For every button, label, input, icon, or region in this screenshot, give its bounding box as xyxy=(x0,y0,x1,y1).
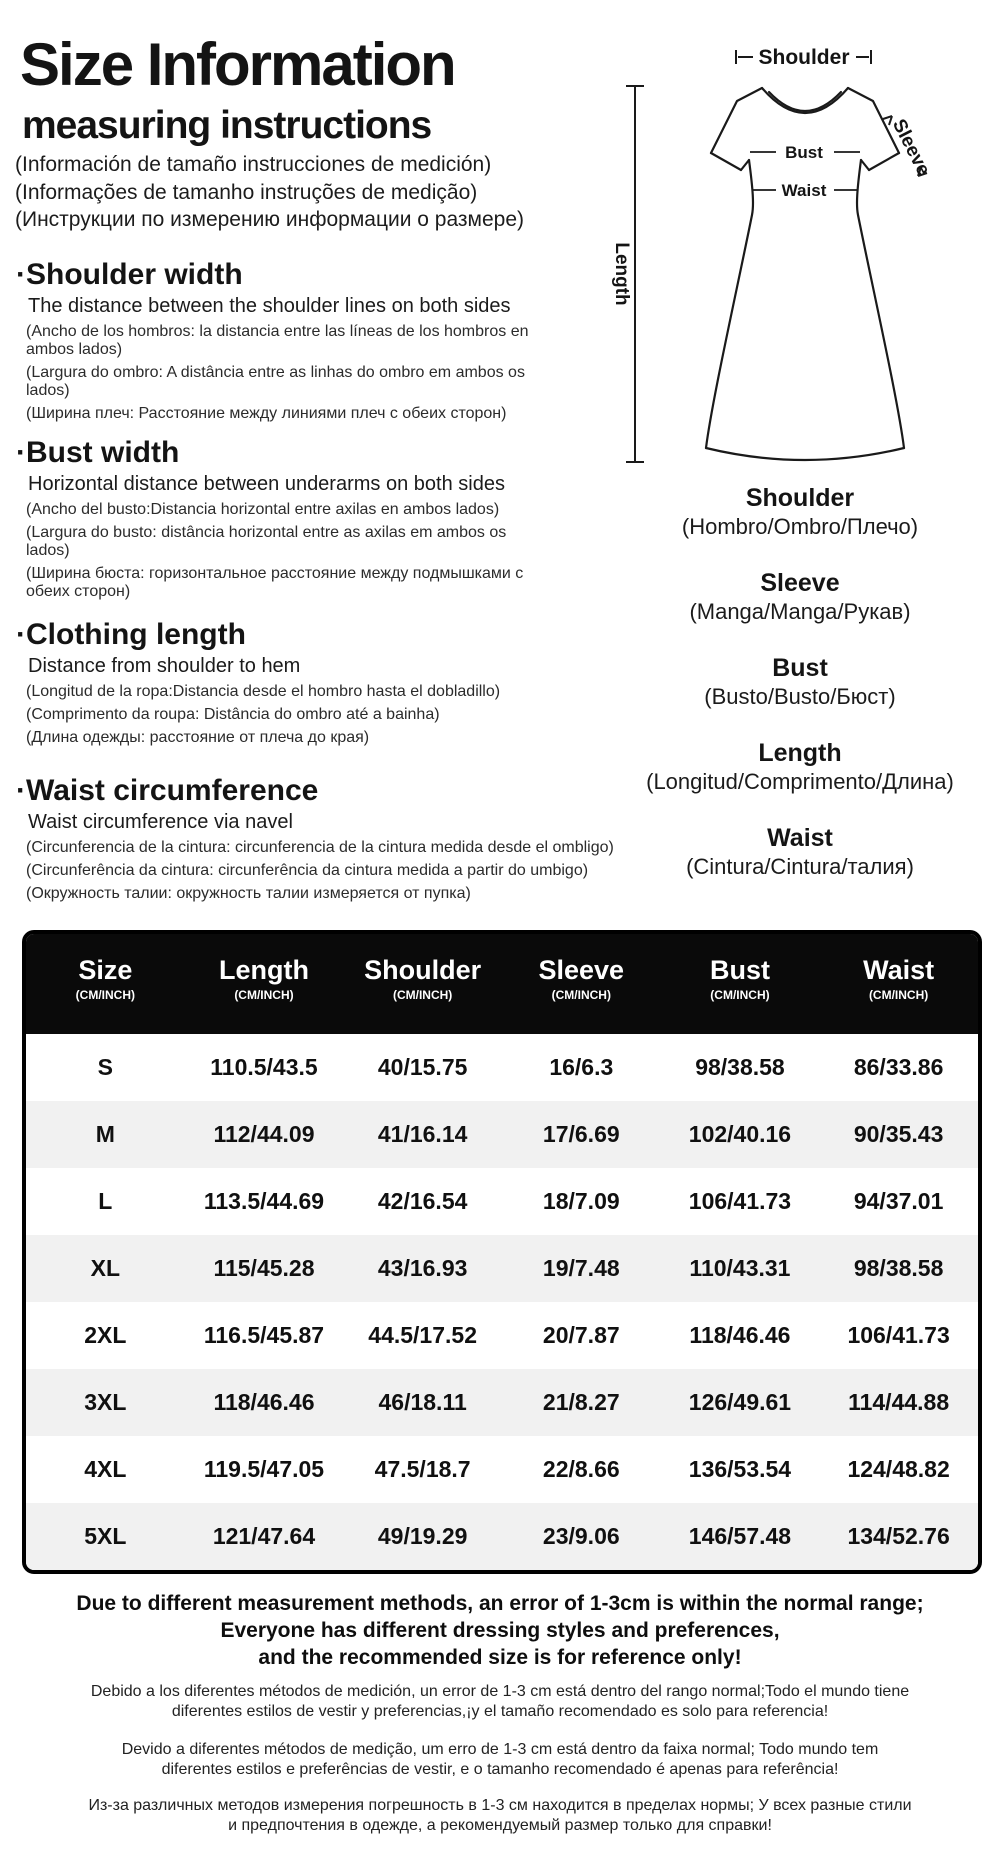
legend-translations: (Busto/Busto/Бюст) xyxy=(704,684,896,709)
cell-waist: 94/37.01 xyxy=(853,1188,944,1214)
cell-waist: 106/41.73 xyxy=(847,1322,950,1348)
cell-shoulder: 47.5/18.7 xyxy=(374,1456,471,1482)
disclaimer-line: Due to different measurement methods, an error of 1-3cm is within the normal range; xyxy=(76,1592,924,1615)
cell-waist: 98/38.58 xyxy=(853,1255,944,1281)
disclaimer-line: Everyone has different dressing styles and preferences, xyxy=(220,1619,780,1642)
translation-ru: (Окружность талии: окружность талии измеряется от пупка) xyxy=(26,885,471,902)
legend-label: Sleeve xyxy=(760,569,840,597)
cell-shoulder: 42/16.54 xyxy=(377,1188,468,1214)
section-description: Distance from shoulder to hem xyxy=(28,655,301,677)
translation-pt: (Largura do ombro: A distância entre as linhas do ombro em ambos os lados) xyxy=(26,364,525,399)
section-title: ·Bust width xyxy=(16,436,180,469)
cell-bust: 102/40.16 xyxy=(688,1121,792,1147)
legend-translations: (Hombro/Ombro/Плечо) xyxy=(681,514,919,539)
cell-length: 121/47.64 xyxy=(212,1523,316,1549)
translation-es: (Circunferencia de la cintura: circunferencia de la cintura medida desde el ombligo) xyxy=(26,839,614,856)
legend-shoulder xyxy=(600,483,1000,541)
diagram-waist-label: Waist xyxy=(781,181,827,200)
legend-label: Bust xyxy=(772,654,828,682)
legend-waist xyxy=(600,823,1000,881)
cell-waist: 134/52.76 xyxy=(847,1523,950,1549)
cell-bust: 106/41.73 xyxy=(688,1188,792,1214)
cell-shoulder: 41/16.14 xyxy=(377,1121,468,1147)
cell-sleeve: 19/7.48 xyxy=(542,1255,620,1281)
cell-bust: 126/49.61 xyxy=(688,1389,792,1415)
cell-sleeve: 20/7.87 xyxy=(542,1322,620,1348)
legend-translations: (Cintura/Cintura/талия) xyxy=(686,854,914,879)
cell-sleeve: 22/8.66 xyxy=(542,1456,620,1482)
disclaimer-russian: Из-за различных методов измерения погрешность в 1-3 см находится в пределах нормы; У всех разные стили и предпочтения в одежде, а рекомендуемый размер только для справки! xyxy=(88,1797,912,1834)
cell-length: 116.5/45.87 xyxy=(203,1322,325,1348)
section-description: Horizontal distance between underarms on both sides xyxy=(28,473,505,495)
cell-waist: 114/44.88 xyxy=(848,1389,950,1415)
header-cell-sleeve: Sleeve (CM/INCH) xyxy=(538,955,625,1002)
table-row-4xl xyxy=(26,1436,978,1503)
disclaimer-line: and the recommended size is for reference only! xyxy=(258,1646,742,1669)
cell-shoulder: 49/19.29 xyxy=(377,1523,468,1549)
dress-measurement-diagram xyxy=(600,30,1000,475)
cell-bust: 110/43.31 xyxy=(689,1255,791,1281)
translation-pt: (Largura do busto: distância horizontal entre as axilas em ambos os lados) xyxy=(26,524,507,559)
diagram-length-label: Length xyxy=(611,242,632,306)
table-row-m xyxy=(26,1101,978,1168)
section-waist-circumference xyxy=(16,774,676,903)
cell-shoulder: 40/15.75 xyxy=(377,1054,468,1080)
size-table xyxy=(22,930,982,1574)
legend-bust xyxy=(600,653,1000,711)
legend-label: Length xyxy=(758,739,842,767)
cell-waist: 86/33.86 xyxy=(853,1054,944,1080)
cell-waist: 90/35.43 xyxy=(853,1121,944,1147)
cell-size: S xyxy=(97,1054,113,1080)
cell-length: 113.5/44.69 xyxy=(203,1188,325,1214)
translation-ru: (Ширина плеч: Расстояние между линиями плеч с обеих сторон) xyxy=(26,405,507,422)
cell-bust: 98/38.58 xyxy=(695,1054,785,1080)
table-row-2xl xyxy=(26,1302,978,1369)
header-cell-bust: Bust (CM/INCH) xyxy=(709,955,770,1002)
cell-waist: 124/48.82 xyxy=(847,1456,950,1482)
table-row-5xl xyxy=(26,1503,978,1570)
section-shoulder-width xyxy=(16,258,676,423)
cell-length: 118/46.46 xyxy=(213,1389,315,1415)
section-title: ·Shoulder width xyxy=(16,258,243,291)
cell-length: 119.5/47.05 xyxy=(203,1456,325,1482)
subtitle-translation-es: (Información de tamaño instrucciones de medición) xyxy=(15,153,492,176)
section-bust-width xyxy=(16,436,676,601)
cell-sleeve: 23/9.06 xyxy=(542,1523,620,1549)
subtitle-translations xyxy=(15,151,524,234)
section-description: The distance between the shoulder lines on both sides xyxy=(28,295,511,317)
table-row-3xl xyxy=(26,1369,978,1436)
disclaimer-spanish: Debido a los diferentes métodos de medición, un error de 1-3 cm está dentro del rango normal;Todo el mundo tiene diferentes estilos de vestir y preferencias,¡y el tamaño recomendado es solo para referencia! xyxy=(90,1683,910,1720)
section-description: Waist circumference via navel xyxy=(28,811,293,833)
translation-es: (Ancho de los hombros: la distancia entre las líneas de los hombros en ambos lados) xyxy=(26,323,529,358)
cell-shoulder: 44.5/17.52 xyxy=(368,1322,477,1348)
translation-ru: (Длина одежды: расстояние от плеча до края) xyxy=(26,729,370,746)
cell-size: 3XL xyxy=(84,1389,127,1415)
cell-sleeve: 21/8.27 xyxy=(542,1389,620,1415)
header-cell-waist: Waist (CM/INCH) xyxy=(863,955,935,1002)
cell-length: 112/44.09 xyxy=(213,1121,315,1147)
cell-length: 115/45.28 xyxy=(213,1255,315,1281)
page-subtitle: measuring instructions xyxy=(22,104,432,147)
cell-sleeve: 16/6.3 xyxy=(549,1054,614,1080)
section-title: ·Clothing length xyxy=(16,618,246,651)
legend-translations: (Manga/Manga/Рукав) xyxy=(689,599,911,624)
table-row-l xyxy=(26,1168,978,1235)
header-cell-length: Length (CM/INCH) xyxy=(218,955,309,1002)
disclaimer-portuguese: Devido a diferentes métodos de medição, um erro de 1-3 cm está dentro da faixa normal; Todo mundo tem diferentes estilos e preferências de vestir, e o tamanho recomendado é apenas para referência! xyxy=(121,1741,879,1778)
diagram-bust-label: Bust xyxy=(785,143,823,162)
legend-length xyxy=(600,738,1000,796)
translation-es: (Longitud de la ropa:Distancia desde el hombro hasta el dobladillo) xyxy=(26,683,501,700)
cell-sleeve: 18/7.09 xyxy=(542,1188,620,1214)
cell-shoulder: 43/16.93 xyxy=(377,1255,468,1281)
legend-translations: (Longitud/Comprimento/Длина) xyxy=(646,769,954,794)
cell-size: 5XL xyxy=(84,1523,127,1549)
cell-size: L xyxy=(98,1188,113,1214)
page-title: Size Information xyxy=(20,31,455,98)
disclaimer-bold xyxy=(0,1590,1000,1671)
cell-size: XL xyxy=(90,1255,121,1281)
section-title: ·Waist circumference xyxy=(16,774,319,807)
cell-bust: 118/46.46 xyxy=(689,1322,791,1348)
cell-size: M xyxy=(95,1121,115,1147)
header-cell-size: Size (CM/INCH) xyxy=(75,955,135,1002)
diagram-sleeve-label: Sleeve xyxy=(887,115,934,180)
table-row-xl xyxy=(26,1235,978,1302)
translation-es: (Ancho del busto:Distancia horizontal entre axilas en ambos lados) xyxy=(26,501,500,518)
translation-pt: (Circunferência da cintura: circunferência da cintura medida a partir do umbigo) xyxy=(26,862,589,879)
legend-label: Shoulder xyxy=(745,484,855,512)
diagram-shoulder-label: Shoulder xyxy=(758,46,850,69)
subtitle-translation-pt: (Informações de tamanho instruções de medição) xyxy=(15,180,478,204)
legend-label: Waist xyxy=(767,824,833,852)
cell-length: 110.5/43.5 xyxy=(210,1054,318,1080)
translation-pt: (Comprimento da roupa: Distância do ombro até a bainha) xyxy=(26,706,440,723)
section-clothing-length xyxy=(16,618,676,747)
size-table-header xyxy=(26,934,978,1034)
subtitle-translation-ru: (Инструкции по измерению информации о размере) xyxy=(15,208,525,231)
table-row-s xyxy=(26,1034,978,1101)
cell-size: 2XL xyxy=(84,1322,127,1348)
cell-shoulder: 46/18.11 xyxy=(378,1389,467,1415)
translation-ru: (Ширина бюста: горизонтальное расстояние между подмышками с обеих сторон) xyxy=(26,565,524,600)
cell-bust: 136/53.54 xyxy=(688,1456,792,1482)
legend-sleeve xyxy=(600,568,1000,626)
cell-size: 4XL xyxy=(84,1456,127,1482)
cell-bust: 146/57.48 xyxy=(688,1523,792,1549)
cell-sleeve: 17/6.69 xyxy=(542,1121,620,1147)
header-cell-shoulder: Shoulder (CM/INCH) xyxy=(364,955,482,1002)
